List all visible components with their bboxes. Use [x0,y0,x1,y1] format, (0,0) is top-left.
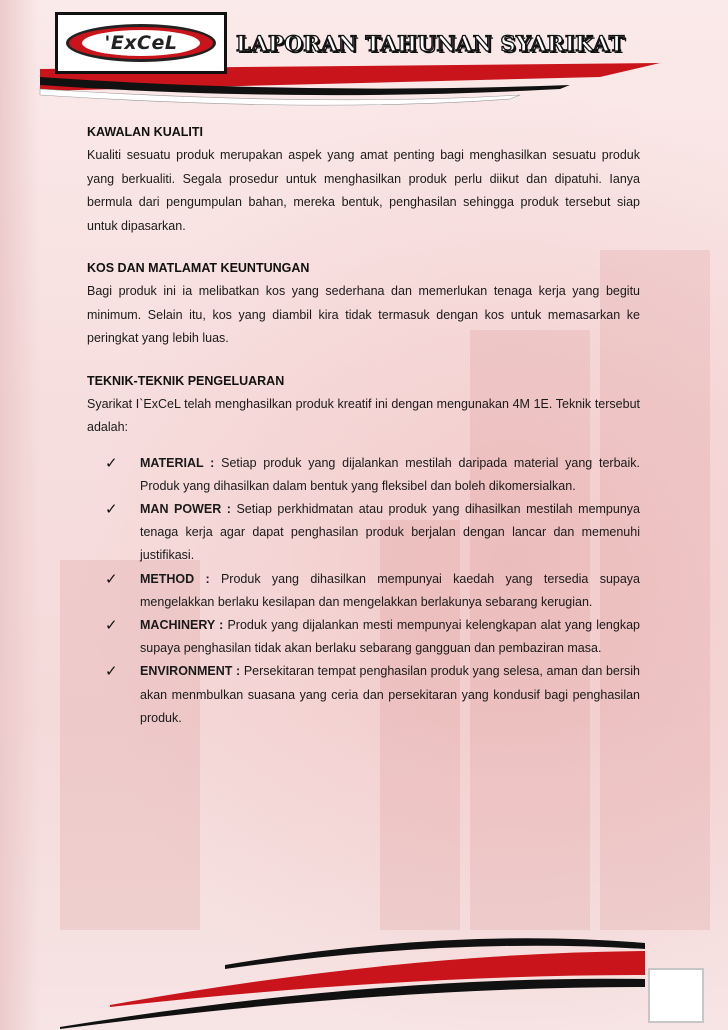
list-item-machinery [87,614,640,660]
report-title: LAPORAN TAHUNAN SYARIKAT [236,31,625,56]
techniques-list [87,452,640,730]
list-item-material [87,452,640,498]
check-icon: ✓ [105,663,118,681]
section-production-techniques [87,370,640,440]
logo-emblem [66,24,216,62]
list-item-man-power [87,498,640,568]
item-term: MAN POWER : [140,501,231,516]
item-term: METHOD : [140,571,210,586]
item-term: ENVIRONMENT : [140,664,241,679]
section-heading: KAWALAN KUALITI [87,125,203,139]
item-text: Produk yang dihasilkan mempunyai kaedah yang tersedia supaya mengelakkan berlaku kesilapan dan mengelakkan berlakunya sebarang kerugian. [140,571,640,609]
list-item-method [87,568,640,614]
check-icon: ✓ [105,500,118,518]
section-quality-control [87,121,640,238]
logo-text: 'ExCeL [82,30,200,56]
item-term: MACHINERY : [140,617,224,632]
item-text: Setiap produk yang dijalankan mestilah daripada material yang terbaik. Produk yang dihasilkan dalam bentuk yang fleksibel dan boleh dikomersialkan. [140,455,640,493]
report-content [87,121,640,730]
page-number-box [648,968,704,1023]
section-cost-profit [87,257,640,351]
list-item-environment [87,660,640,730]
section-paragraph: Bagi produk ini ia melibatkan kos yang sederhana dan memerlukan tenaga kerja yang begitu minimum. Selain itu, kos yang diambil kira tidak termasuk dengan kos untuk memasarkan ke peringkat yang lebih luas. [87,284,640,345]
section-paragraph: Kualiti sesuatu produk merupakan aspek yang amat penting bagi menghasilkan sesuatu produk yang berkualiti. Segala prosedur untuk menghasilkan produk perlu diikut dan dipatuhi. Ianya bermula dari pengumpulan bahan, mereka bentuk, penghasilan sehingga produk tersebut siap untuk dipasarkan. [87,148,640,233]
section-heading: KOS DAN MATLAMAT KEUNTUNGAN [87,261,310,275]
check-icon: ✓ [105,616,118,634]
check-icon: ✓ [105,570,118,588]
item-text: Persekitaran tempat penghasilan produk yang selesa, aman dan bersih akan menmbulkan suasana yang ceria dan persekitaran yang kondusif bagi penghasilan produk. [140,664,640,725]
item-term: MATERIAL : [140,455,215,470]
section-paragraph: Syarikat I`ExCeL telah menghasilkan produk kreatif ini dengan mengunakan 4M 1E. Teknik tersebut adalah: [87,396,640,434]
check-icon: ✓ [105,454,118,472]
item-text: Setiap perkhidmatan atau produk yang dihasilkan mestilah mempunya tenaga kerja agar dapat penghasilan produk berjalan dengan lancar dan memenuhi justifikasi. [140,501,640,563]
footer-swoosh [0,935,728,1030]
section-heading: TEKNIK-TEKNIK PENGELUARAN [87,373,285,388]
company-logo [55,12,227,74]
page-edge-shadow [0,0,40,1030]
item-text: Produk yang dijalankan mesti mempunyai kelengkapan alat yang lengkap supaya penghasilan tidak akan berlaku sebarang gangguan dan pembaziran masa. [140,617,640,656]
